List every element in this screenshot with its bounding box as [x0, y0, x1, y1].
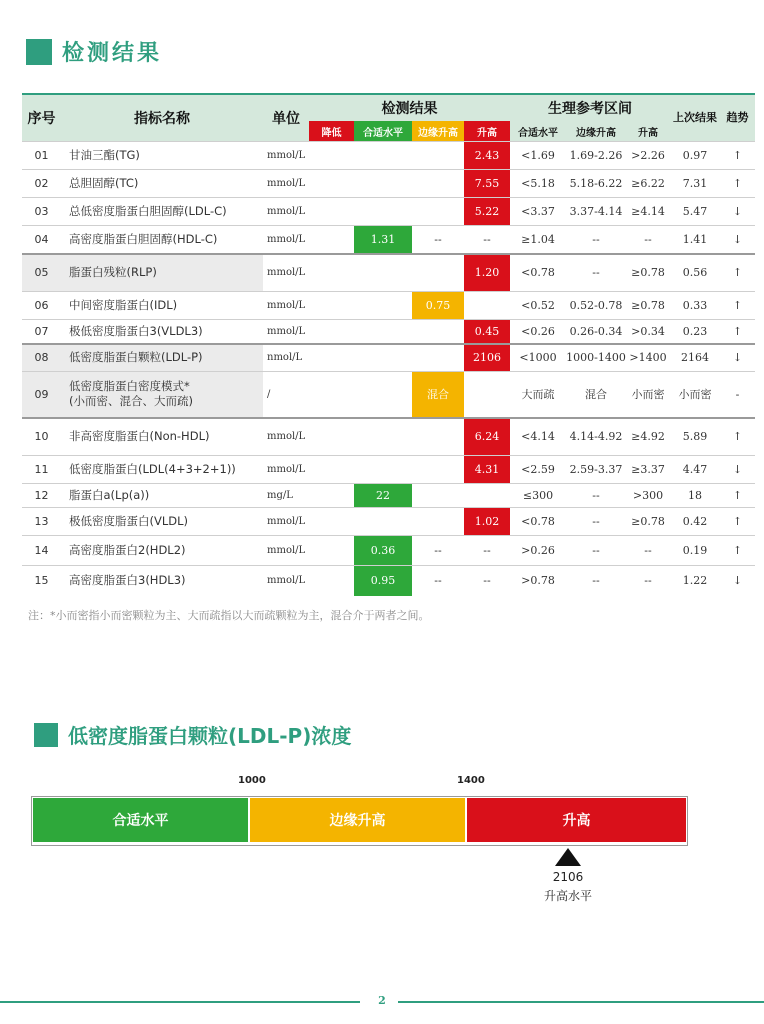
ref-ok: <5.18 [510, 170, 566, 198]
ref-border: 2.59-3.37 [566, 456, 626, 484]
result-ok [354, 418, 412, 456]
previous-result: 18 [670, 484, 720, 508]
table-row [22, 508, 755, 536]
previous-result: 1.22 [670, 566, 720, 596]
result-ok [354, 372, 412, 418]
previous-result: 5.47 [670, 198, 720, 226]
result-border: 0.75 [412, 292, 464, 320]
indicator-name: 非高密度脂蛋白(Non-HDL) [61, 418, 263, 456]
result-ok: 1.31 [354, 226, 412, 254]
subheader-ok: 合适水平 [354, 121, 412, 142]
ref-border: 1000-1400 [566, 344, 626, 372]
trend-arrow: ↓ [720, 198, 755, 226]
subheader-low: 降低 [309, 121, 354, 142]
result-border [412, 198, 464, 226]
table-row [22, 170, 755, 198]
subheader-border: 边缘升高 [412, 121, 464, 142]
ref-ok: <1.69 [510, 142, 566, 170]
table-row [22, 484, 755, 508]
ref-high: >300 [626, 484, 670, 508]
result-low [309, 344, 354, 372]
result-low [309, 418, 354, 456]
ref-ok: <0.78 [510, 254, 566, 292]
table-row [22, 254, 755, 292]
ref-border: -- [566, 566, 626, 596]
ref-border: 4.14-4.92 [566, 418, 626, 456]
result-high: 2.43 [464, 142, 510, 170]
header-unit: 单位 [263, 94, 309, 142]
ref-border: 5.18-6.22 [566, 170, 626, 198]
result-high: 0.45 [464, 320, 510, 344]
unit: mmol/L [263, 170, 309, 198]
result-border [412, 142, 464, 170]
result-low [309, 456, 354, 484]
row-number: 03 [22, 198, 61, 226]
triangle-marker-icon [555, 848, 581, 866]
trend-arrow: ↑ [720, 142, 755, 170]
trend-arrow: ↑ [720, 320, 755, 344]
row-number: 11 [22, 456, 61, 484]
ref-high: >0.34 [626, 320, 670, 344]
ref-border: 3.37-4.14 [566, 198, 626, 226]
result-high [464, 372, 510, 418]
subheader-high: 升高 [464, 121, 510, 142]
result-high: 1.20 [464, 254, 510, 292]
ref-high: ≥6.22 [626, 170, 670, 198]
unit: mmol/L [263, 226, 309, 254]
row-number: 06 [22, 292, 61, 320]
unit: / [263, 372, 309, 418]
indicator-name: 高密度脂蛋白2(HDL2) [61, 536, 263, 566]
result-low [309, 292, 354, 320]
table-row [22, 344, 755, 372]
result-high: 6.24 [464, 418, 510, 456]
row-number: 10 [22, 418, 61, 456]
indicator-name-line1: 低密度脂蛋白密度模式* [69, 379, 190, 394]
footer-rule-right [398, 1001, 764, 1003]
previous-result: 4.47 [670, 456, 720, 484]
trend-arrow: ↑ [720, 292, 755, 320]
result-high: -- [464, 566, 510, 596]
trend-arrow: ↑ [720, 418, 755, 456]
ref-ok: ≥1.04 [510, 226, 566, 254]
ref-high: >1400 [626, 344, 670, 372]
ref-border: -- [566, 484, 626, 508]
result-low [309, 170, 354, 198]
ref-ok: <0.78 [510, 508, 566, 536]
indicator-name: 中间密度脂蛋白(IDL) [61, 292, 263, 320]
result-high: 1.02 [464, 508, 510, 536]
result-border [412, 320, 464, 344]
previous-result: 0.33 [670, 292, 720, 320]
section-title: 检测结果 [62, 41, 163, 66]
previous-result: 7.31 [670, 170, 720, 198]
result-border: -- [412, 536, 464, 566]
table-row [22, 198, 755, 226]
indicator-name: 甘油三酯(TG) [61, 142, 263, 170]
table-row [22, 536, 755, 566]
result-border: 混合 [412, 372, 464, 418]
ref-high: ≥4.92 [626, 418, 670, 456]
result-low [309, 484, 354, 508]
unit: mmol/L [263, 536, 309, 566]
subheader-ref-ok: 合适水平 [510, 121, 566, 142]
ref-high: ≥0.78 [626, 254, 670, 292]
result-low [309, 536, 354, 566]
trend-arrow: ↓ [720, 344, 755, 372]
indicator-name: 高密度脂蛋白胆固醇(HDL-C) [61, 226, 263, 254]
ref-border: 0.26-0.34 [566, 320, 626, 344]
previous-result: 2164 [670, 344, 720, 372]
unit: mmol/L [263, 418, 309, 456]
unit: mmol/L [263, 198, 309, 226]
scale-tick-1400: 1400 [457, 775, 485, 786]
result-ok [354, 292, 412, 320]
result-border [412, 508, 464, 536]
ref-high: ≥4.14 [626, 198, 670, 226]
row-number: 15 [22, 566, 61, 596]
table-row [22, 418, 755, 456]
ref-border: 混合 [566, 372, 626, 418]
row-number: 08 [22, 344, 61, 372]
row-number: 12 [22, 484, 61, 508]
ref-ok: >0.26 [510, 536, 566, 566]
section-square-icon [26, 39, 52, 65]
result-ok [354, 344, 412, 372]
row-number: 14 [22, 536, 61, 566]
result-high: -- [464, 226, 510, 254]
ref-ok: 大而疏 [510, 372, 566, 418]
trend-arrow: ↑ [720, 508, 755, 536]
ref-high: ≥3.37 [626, 456, 670, 484]
header-prev: 上次结果 [670, 94, 720, 142]
ref-ok: >0.78 [510, 566, 566, 596]
footnote: 注：*小而密指小而密颗粒为主、大而疏指以大而疏颗粒为主，混合介于两者之间。 [28, 609, 430, 622]
table-row [22, 320, 755, 344]
result-ok [354, 142, 412, 170]
trend-arrow: - [720, 372, 755, 418]
previous-result: 0.56 [670, 254, 720, 292]
ref-high: >2.26 [626, 142, 670, 170]
row-number: 07 [22, 320, 61, 344]
row-number: 09 [22, 372, 61, 418]
indicator-name: 极低密度脂蛋白3(VLDL3) [61, 320, 263, 344]
ref-high: 小而密 [626, 372, 670, 418]
ref-border: -- [566, 536, 626, 566]
indicator-name: 低密度脂蛋白颗粒(LDL-P) [61, 344, 263, 372]
scale-tick-labels [0, 775, 764, 789]
ref-ok: <4.14 [510, 418, 566, 456]
indicator-name: 脂蛋白残粒(RLP) [61, 254, 263, 292]
row-number: 04 [22, 226, 61, 254]
unit: mg/L [263, 484, 309, 508]
row-number: 05 [22, 254, 61, 292]
scale-tick-1000: 1000 [238, 775, 266, 786]
result-high [464, 484, 510, 508]
indicator-name: 极低密度脂蛋白(VLDL) [61, 508, 263, 536]
row-number: 13 [22, 508, 61, 536]
ref-border: 0.52-0.78 [566, 292, 626, 320]
header-name: 指标名称 [61, 94, 263, 142]
scale-segment-high: 升高 [467, 798, 686, 842]
result-border [412, 418, 464, 456]
table-row [22, 226, 755, 254]
trend-arrow: ↓ [720, 456, 755, 484]
result-low [309, 508, 354, 536]
ref-high: ≥0.78 [626, 508, 670, 536]
result-border [412, 170, 464, 198]
header-trend: 趋势 [720, 94, 755, 142]
previous-result: 0.19 [670, 536, 720, 566]
result-low [309, 372, 354, 418]
subheader-ref-high: 升高 [626, 121, 670, 142]
previous-result: 0.23 [670, 320, 720, 344]
previous-result: 小而密 [670, 372, 720, 418]
result-high: 2106 [464, 344, 510, 372]
result-high: 4.31 [464, 456, 510, 484]
result-border: -- [412, 226, 464, 254]
unit: mmol/L [263, 320, 309, 344]
subheader-ref-border: 边缘升高 [566, 121, 626, 142]
header-no: 序号 [22, 94, 61, 142]
unit: mmol/L [263, 292, 309, 320]
unit: mmol/L [263, 508, 309, 536]
trend-arrow: ↑ [720, 170, 755, 198]
trend-arrow: ↓ [720, 226, 755, 254]
result-low [309, 226, 354, 254]
result-border [412, 456, 464, 484]
ref-ok: <2.59 [510, 456, 566, 484]
row-number: 01 [22, 142, 61, 170]
section-header-ldlp [34, 720, 351, 749]
unit: nmol/L [263, 344, 309, 372]
result-ok [354, 170, 412, 198]
unit: mmol/L [263, 142, 309, 170]
header-result: 检测结果 [309, 94, 510, 121]
result-high: 5.22 [464, 198, 510, 226]
result-ok [354, 508, 412, 536]
page-number: 2 [378, 994, 386, 1007]
indicator-name-line2: (小而密、混合、大而疏) [69, 394, 193, 409]
results-table [22, 93, 755, 596]
result-low [309, 198, 354, 226]
unit: mmol/L [263, 456, 309, 484]
ref-border: -- [566, 254, 626, 292]
ref-high: -- [626, 226, 670, 254]
ref-ok: <1000 [510, 344, 566, 372]
ref-border: -- [566, 226, 626, 254]
previous-result: 0.42 [670, 508, 720, 536]
result-ok [354, 254, 412, 292]
result-ok: 0.95 [354, 566, 412, 596]
table-row [22, 372, 755, 418]
ref-border: 1.69-2.26 [566, 142, 626, 170]
ref-high: -- [626, 536, 670, 566]
footer-rule-left [0, 1001, 360, 1003]
result-border [412, 344, 464, 372]
indicator-name: 低密度脂蛋白(LDL(4+3+2+1)) [61, 456, 263, 484]
scale-segment-border: 边缘升高 [250, 798, 465, 842]
previous-result: 5.89 [670, 418, 720, 456]
previous-result: 1.41 [670, 226, 720, 254]
ref-high: -- [626, 566, 670, 596]
result-ok [354, 456, 412, 484]
trend-arrow: ↑ [720, 536, 755, 566]
indicator-name: 高密度脂蛋白3(HDL3) [61, 566, 263, 596]
ref-ok: <3.37 [510, 198, 566, 226]
result-high [464, 292, 510, 320]
result-border [412, 254, 464, 292]
result-low [309, 254, 354, 292]
unit: mmol/L [263, 254, 309, 292]
previous-result: 0.97 [670, 142, 720, 170]
ref-border: -- [566, 508, 626, 536]
row-number: 02 [22, 170, 61, 198]
section-square-icon [34, 723, 58, 747]
table-row [22, 142, 755, 170]
marker-label: 升高水平 [543, 889, 592, 903]
result-ok: 0.36 [354, 536, 412, 566]
scale-segment-ok: 合适水平 [33, 798, 248, 842]
indicator-name [61, 372, 263, 418]
result-ok: 22 [354, 484, 412, 508]
indicator-name: 总低密度脂蛋白胆固醇(LDL-C) [61, 198, 263, 226]
ref-high: ≥0.78 [626, 292, 670, 320]
unit: mmol/L [263, 566, 309, 596]
trend-arrow: ↑ [720, 254, 755, 292]
result-high: 7.55 [464, 170, 510, 198]
trend-arrow: ↑ [720, 484, 755, 508]
ref-ok: <0.52 [510, 292, 566, 320]
result-low [309, 320, 354, 344]
header-ref: 生理参考区间 [510, 94, 670, 121]
result-border: -- [412, 566, 464, 596]
ref-ok: <0.26 [510, 320, 566, 344]
table-row [22, 292, 755, 320]
result-low [309, 142, 354, 170]
marker-value: 2106 [552, 870, 584, 884]
result-ok [354, 198, 412, 226]
indicator-name: 脂蛋白a(Lp(a)) [61, 484, 263, 508]
ldlp-scale-bar [31, 796, 688, 846]
section-header-results [26, 36, 162, 67]
trend-arrow: ↓ [720, 566, 755, 596]
ref-ok: ≤300 [510, 484, 566, 508]
result-border [412, 484, 464, 508]
table-row [22, 566, 755, 596]
indicator-name: 总胆固醇(TC) [61, 170, 263, 198]
table-row [22, 456, 755, 484]
result-ok [354, 320, 412, 344]
result-low [309, 566, 354, 596]
section-title: 低密度脂蛋白颗粒(LDL-P)浓度 [68, 724, 352, 748]
result-high: -- [464, 536, 510, 566]
